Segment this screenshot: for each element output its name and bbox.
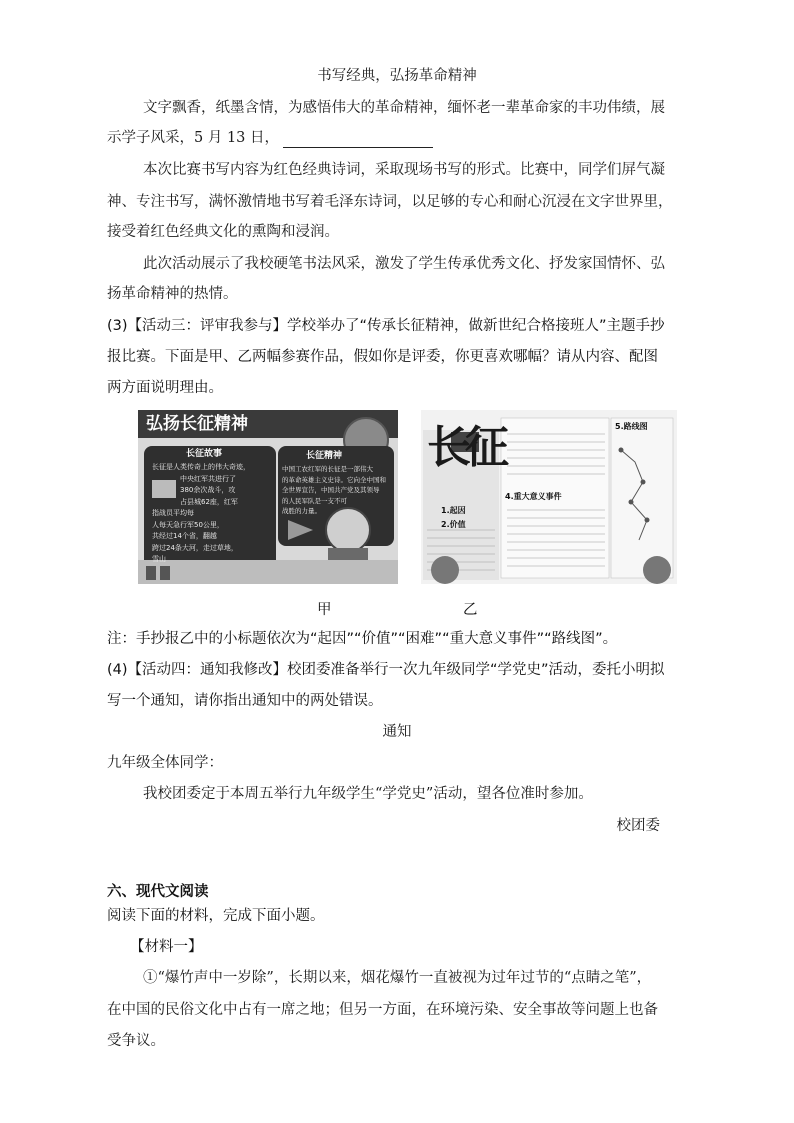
spirit-line: 全世界宣告，中国共产党及其领导 [282,486,380,494]
story-line: 中央红军共进行了 [180,474,236,483]
story-line: 长征是人类传奇上的伟大奇迹， [152,463,250,471]
activity4-line-2: 写一个通知，请你指出通知中的两处错误。 [107,693,383,709]
story-line: 指战员平均每 [152,509,194,517]
poster-note: 注：手抄报乙中的小标题依次为“起因”“价值”“困难”“重大意义事件”“路线图”。 [107,631,618,647]
caption-yi: 乙 [463,602,478,618]
poster-jia-story-title: 长征故事 [186,449,223,459]
activity3-line-1: (3)【活动三：评审我参与】学校举办了“传承长征精神，做新世纪合格接班人”主题手抄 [107,318,665,334]
section6-heading: 六、现代文阅读 [107,884,209,900]
activity3-line-2: 报比赛。下面是甲、乙两幅参赛作品，假如你是评委，你更喜欢哪幅？请从内容、配图 [107,349,658,365]
paragraph-2-line-1: 本次比赛书写内容为红色经典诗词，采取现场书写的形式。比赛中，同学们屏气凝 [143,162,665,178]
spirit-line: 中国工农红军的长征是一部伟大 [282,465,373,473]
story-line: 380余次战斗，攻 [180,486,236,494]
paragraph-2-line-2: 神、专注书写，满怀激情地书写着毛泽东诗词，以足够的专心和耐心沉浸在文字世界里， [107,194,673,210]
poster-yi [421,410,677,584]
story-line: 共经过14个省，翻越 [152,532,217,540]
notice-signature: 校团委 [616,818,660,834]
story-line: 跨过24条大河，走过草地， [152,543,238,552]
poster-yi-heading-3: 4.重大意义事件 [505,492,562,501]
spirit-line: 战胜的力量。 [282,507,321,515]
paragraph-3-line-1: 此次活动展示了我校硬笔书法风采，激发了学生传承优秀文化、抒发家国情怀、弘 [143,256,665,272]
material-label: 【材料一】 [130,939,203,955]
spirit-line: 的革命英雄主义史诗。它向全中国和 [282,475,386,484]
poster-yi-heading-4: 5.路线图 [615,422,648,431]
paragraph-1-line-2 [107,128,433,148]
section6-instruction: 阅读下面的材料，完成下面小题。 [107,908,325,924]
fill-blank[interactable] [283,133,433,148]
activity3-line-3: 两方面说明理由。 [107,380,223,396]
story-line: 占县城62座，红军 [180,497,238,506]
spirit-line: 的人民军队是一支不可 [282,496,347,505]
poster-yi-title: 长征 [427,422,503,473]
poster-yi-heading-2: 2.价值 [441,520,466,529]
paragraph-1-text: 示学子风采，5 月 13 日， [107,130,280,146]
poster-jia [138,410,398,584]
poster-jia-spirit-text [282,464,392,517]
caption-jia: 甲 [317,602,332,618]
poster-jia-spirit-title: 长征精神 [306,451,343,461]
article-title: 书写经典，弘扬革命精神 [317,68,477,84]
activity4-line-1: (4)【活动四：通知我修改】校团委准备举行一次九年级同学“学党史”活动，委托小明拟 [107,662,665,678]
poster-jia-story-text [152,462,272,566]
poster-jia-banner: 弘扬长征精神 [146,414,248,434]
story-line: 人每天急行军50公里， [152,520,224,529]
paragraph-3-line-2: 扬革命精神的热情。 [107,286,238,302]
material-line-2: 在中国的民俗文化中占有一席之地；但另一方面，在环境污染、安全事故等问题上也备 [107,1002,658,1018]
notice-body: 我校团委定于本周五举行九年级学生“学党史”活动，望各位准时参加。 [143,786,593,802]
material-line-1: ①“爆竹声中一岁除”，长期以来，烟花爆竹一直被视为过年过节的“点睛之笔”， [143,970,652,986]
material-line-3: 受争议。 [107,1033,165,1049]
notice-title: 通知 [382,724,412,740]
story-line: 雪山 [152,555,166,563]
paragraph-1-line-1: 文字飘香，纸墨含情，为感悟伟大的革命精神，缅怀老一辈革命家的丰功伟绩，展 [143,100,665,116]
paragraph-2-line-3: 接受着红色经典文化的熏陶和浸润。 [107,224,339,240]
poster-yi-heading-1: 1.起因 [441,506,466,515]
notice-salutation: 九年级全体同学： [107,755,223,771]
